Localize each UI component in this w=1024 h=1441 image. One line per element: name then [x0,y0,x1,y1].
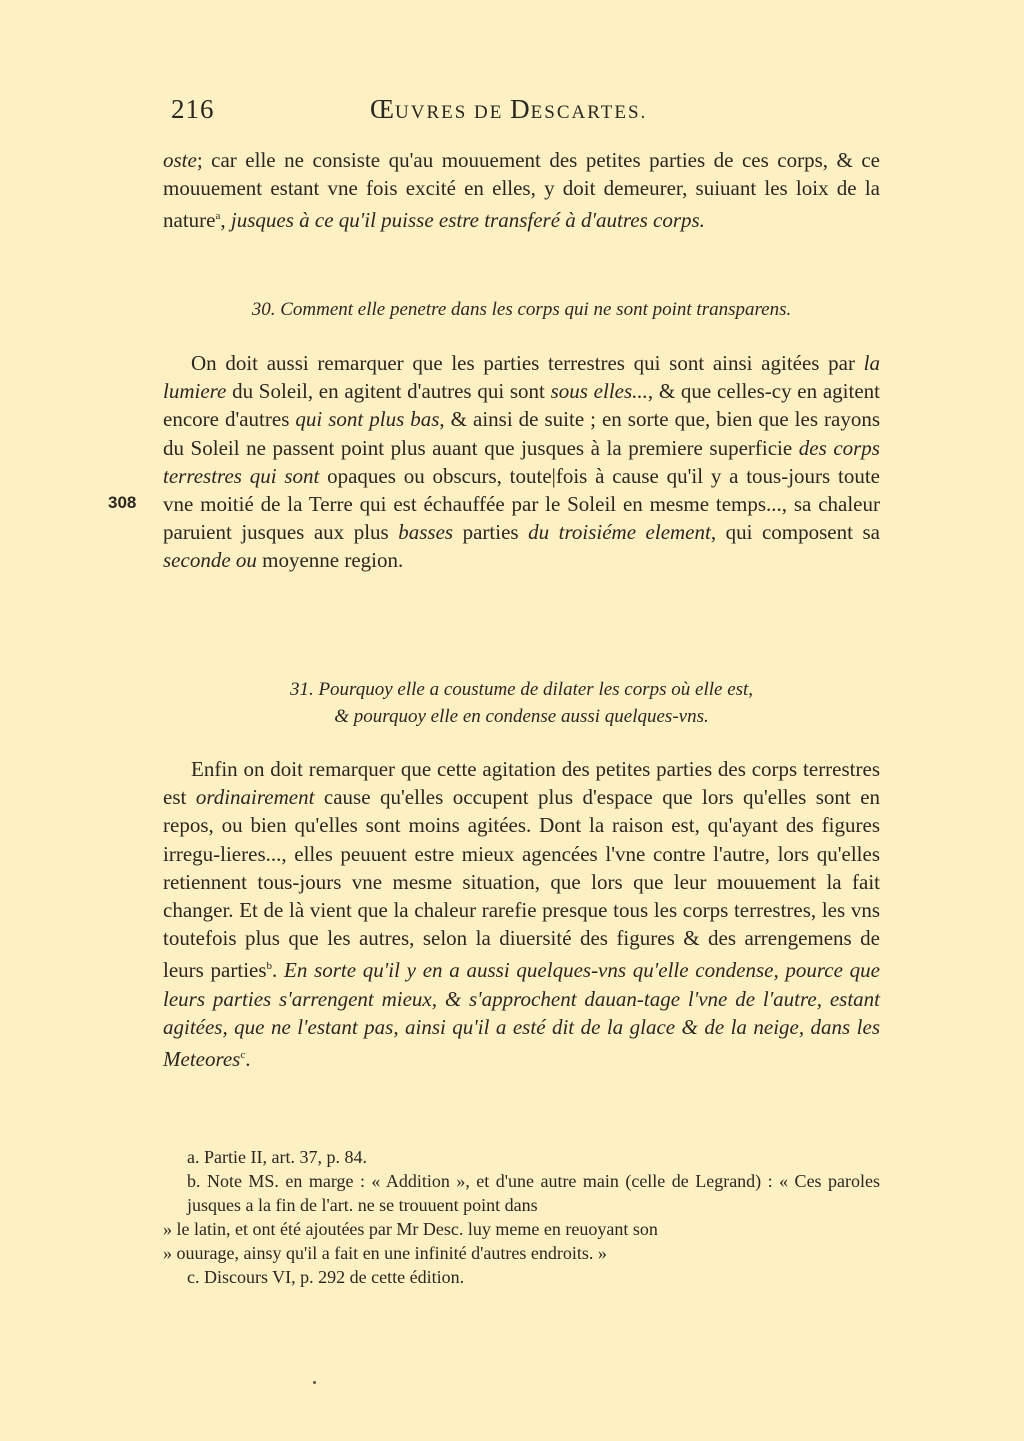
running-title [370,94,647,125]
text-italic: des corps terrestres qui sont [163,435,880,488]
heading-line-2: & pourquoy elle en condense aussi quelques-vns. [334,706,709,727]
text-italic: ordinairement [195,785,315,810]
text-run: , & ainsi de suite ; en sorte que, bien que les rayons du Soleil ne passent point plus auant que jusques à la premiere superficie [163,407,880,460]
paragraph-30 [163,349,880,575]
running-header [163,94,880,130]
text-run: cause qu'elles occupent plus d'espace que lors qu'elles sont en repos, ou bien qu'elles sont moins agitées. Dont la raison est, qu'ayant des figures irregu-lieres..., elles peuuent estre mieux agencées l'vne contre l'autre, lors qu'elles retiennent tous-jours vne mesme situation, que lors que leur mouuement la fait changer. Et de là vient que la chaleur rarefie presque tous les corps terrestres, les vns toutefois plus que les autres, selon la diuersité des figures & des arrengemens de leurs parties [163,785,881,983]
margin-page-reference: 308 [108,493,137,512]
text-run: du Soleil, en agitent d'autres qui sont [226,379,551,404]
text-run: parties [453,520,529,545]
footnote-ref-b: b [266,960,273,973]
footnote-b-cont: » ouurage, ainsy qu'il a fait en une infinité d'autres endroits. » [163,1243,607,1263]
text-italic: En sorte qu'il y en a aussi quelques-vns qu'elle condense, pource que leurs parties s'arrengent mieux, & s'approchent dauan-tage l'vne de l'autre, estant agitées, que ne l'estant pas, ainsi qu'il a esté dit de la glace & de la neige, dans les Meteores [163,958,880,1072]
text-italic: la lumiere [163,351,880,404]
text-italic: sous elles... [550,379,648,404]
heading-line-1: 31. Pourquoy elle a coustume de dilater les corps où elle est, [289,679,754,700]
text-italic: qui sont plus bas [295,407,440,432]
text-run: , & que celles-cy en agitent encore d'autres [163,379,880,432]
section-heading-30: 30. Comment elle penetre dans les corps qui ne sont point transparens. [251,299,792,320]
footnote-b-cont: » le latin, et ont été ajoutées par Mr Desc. luy meme en reuoyant son [163,1219,658,1239]
footnote-ref-c: c [240,1049,246,1062]
text-italic: oste [163,148,197,172]
text-italic: seconde ou [163,548,257,573]
paragraph-continuation [163,146,880,235]
text-run: , [220,208,231,233]
text-run: Enfin on doit remarquer que cette agitation des petites parties des corps terrestres est [163,757,880,810]
footnote-b: b. Note MS. en marge : « Addition », et d'une autre main (celle de Legrand) : « Ces paroles jusques a la fin de l'art. ne se trouuent point dans [187,1171,880,1215]
text-run: On doit aussi remarquer que les parties terrestres qui sont ainsi agitées par [191,351,864,375]
footnotes [163,1145,880,1289]
text-italic: du troisiéme element [528,520,711,545]
text-run: opaques ou obscurs, toute|fois à cause qu'il y a tous-jours toute vne moitié de la Terre qui est échauffée par le Soleil en mesme temps..., sa chaleur paruient jusques aux plus [163,463,880,545]
text-run: . [272,958,285,983]
footnote-a: a. Partie II, art. 37, p. 84. [187,1147,367,1167]
title-cap-1: Œ [370,94,396,124]
footnote-c: c. Discours VI, p. 292 de cette édition. [187,1267,465,1287]
title-rest-2: ESCARTES. [530,102,648,123]
text-run: . [245,1047,251,1072]
section-heading-31 [163,676,880,730]
text-italic: basses [398,520,454,545]
page-number: 216 [171,94,215,124]
paragraph-31 [163,755,880,1073]
text-italic: jusques à ce qu'il puisse estre transferé à d'autres corps. [230,208,705,233]
footnote-ref-a: a [215,210,221,223]
text-run: ; car elle ne consiste qu'au mouuement des petites parties de ces corps, & ce mouuement estant vne fois excité en elles, y doit demeurer, suiuant les loix de la nature [163,148,880,233]
title-cap-2: D [510,94,531,124]
ink-speck [313,1381,316,1384]
text-run: , qui composent sa [710,520,880,545]
title-rest-1: UVRES DE [395,102,511,123]
text-run: moyenne region. [256,548,404,573]
